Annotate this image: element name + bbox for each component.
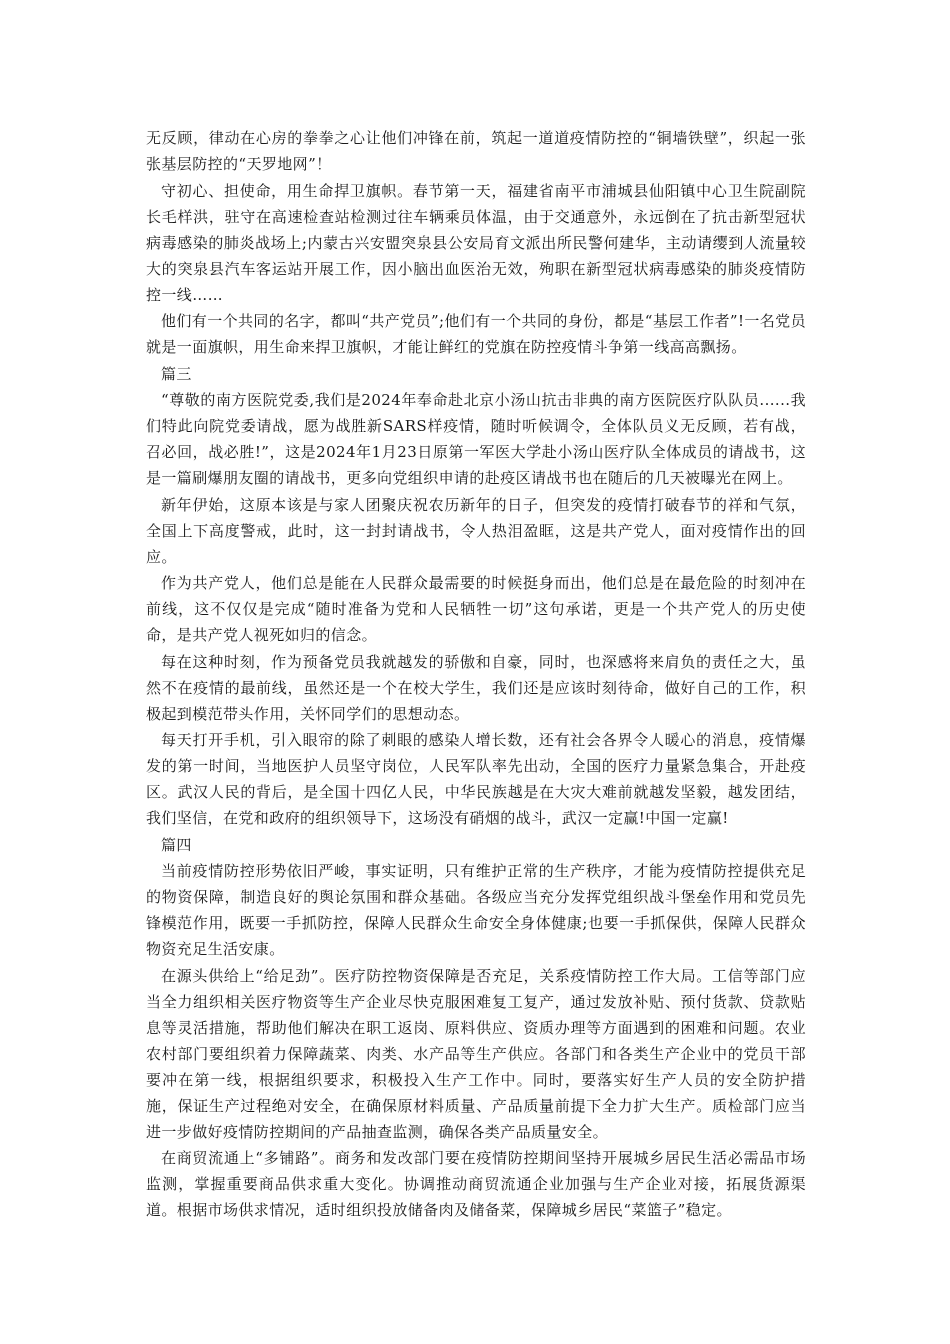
- paragraph: 新年伊始，这原本该是与家人团聚庆祝农历新年的日子，但突发的疫情打破春节的祥和气氛，全国上下高度警戒，此时，这一封封请战书，令人热泪盈眶，这是共产党人，面对疫情作出的回应。: [146, 495, 806, 566]
- paragraph: 每在这种时刻，作为预备党员我就越发的骄傲和自豪，同时，也深感将来肩负的责任之大，虽然不在疫情的最前线，虽然还是一个在校大学生，我们还是应该时刻待命，做好自己的工作，积极起到模范带头作用，关怀同学们的思想动态。: [146, 652, 806, 723]
- paragraph: 他们有一个共同的名字，都叫“共产党员”;他们有一个共同的身份，都是“基层工作者”!一名党员就是一面旗帜，用生命来捍卫旗帜，才能让鲜红的党旗在防控疫情斗争第一线高高飘扬。: [146, 312, 806, 356]
- paragraph: 当前疫情防控形势依旧严峻，事实证明，只有维护正常的生产秩序，才能为疫情防控提供充足的物资保障，制造良好的舆论氛围和群众基础。各级应当充分发挥党组织战斗堡垒作用和党员先锋模范作用，既要一手抓防控，保障人民群众生命安全身体健康;也要一手抓保供，保障人民群众物资充足生活安康。: [146, 862, 806, 958]
- section-heading: 篇三: [161, 364, 192, 383]
- paragraph: 在商贸流通上“多铺路”。商务和发改部门要在疫情防控期间坚持开展城乡居民生活必需品市场监测，掌握重要商品供求重大变化。协调推动商贸流通企业加强与生产企业对接，拓展货源渠道。根据市场供求情况，适时组织投放储备肉及储备菜，保障城乡居民“菜篮子”稳定。: [146, 1149, 806, 1219]
- paragraph: 作为共产党人，他们总是能在人民群众最需要的时候挺身而出，他们总是在最危险的时刻冲在前线，这不仅仅是完成“随时准备为党和人民牺牲一切”这句承诺，更是一个共产党人的历史使命，是共产党人视死如归的信念。: [146, 574, 806, 644]
- paragraph-continued: 无反顾，律动在心房的拳拳之心让他们冲锋在前，筑起一道道疫情防控的“铜墙铁壁”，织起一张张基层防控的“天罗地网”！: [146, 129, 806, 173]
- paragraph: “尊敬的南方医院党委,我们是2024年奉命赴北京小汤山抗击非典的南方医院医疗队队员......我们特此向院党委请战，愿为战胜新SARS样疫情，随时听候调令，全体队员义无反顾，若有战，召必回，战必胜!”，这是2024年1月23日原第一军医大学赴小汤山医疗队全体成员的请战书，这是一篇刷爆朋友圈的请战书，更多向党组织申请的赴疫区请战书也在随后的几天被曝光在网上。: [146, 391, 806, 487]
- section-heading: 篇四: [161, 835, 192, 854]
- paragraph: 守初心、担使命，用生命捍卫旗帜。春节第一天，福建省南平市浦城县仙阳镇中心卫生院副院长毛样洪，驻守在高速检查站检测过往车辆乘员体温，由于交通意外，永远倒在了抗击新型冠状病毒感染的肺炎战场上;内蒙古兴安盟突泉县公安局育文派出所民警何建华，主动请缨到人流量较大的突泉县汽车客运站开展工作，因小脑出血医治无效，殉职在新型冠状病毒感染的肺炎疫情防控一线……: [146, 181, 806, 304]
- document-page: [146, 125, 806, 1224]
- paragraph: 每天打开手机，引入眼帘的除了刺眼的感染人增长数，还有社会各界令人暖心的消息，疫情爆发的第一时间，当地医护人员坚守岗位，人民军队率先出动，全国的医疗力量紧急集合，开赴疫区。武汉人民的背后，是全国十四亿人民，中华民族越是在大灾大难前就越发坚毅，越发团结，我们坚信，在党和政府的组织领导下，这场没有硝烟的战斗，武汉一定赢!中国一定赢!: [146, 731, 806, 827]
- paragraph: 在源头供给上“给足劲”。医疗防控物资保障是否充足，关系疫情防控工作大局。工信等部门应当全力组织相关医疗物资等生产企业尽快克服困难复工复产，通过发放补贴、预付货款、贷款贴息等灵活措施，帮助他们解决在职工返岗、原料供应、资质办理等方面遇到的困难和问题。农业农村部门要组织着力保障蔬菜、肉类、水产品等生产供应。各部门和各类生产企业中的党员干部要冲在第一线，根据组织要求，积极投入生产工作中。同时，要落实好生产人员的安全防护措施，保证生产过程绝对安全，在确保原材料质量、产品质量前提下全力扩大生产。质检部门应当进一步做好疫情防控期间的产品抽查监测，确保各类产品质量安全。: [146, 966, 806, 1141]
